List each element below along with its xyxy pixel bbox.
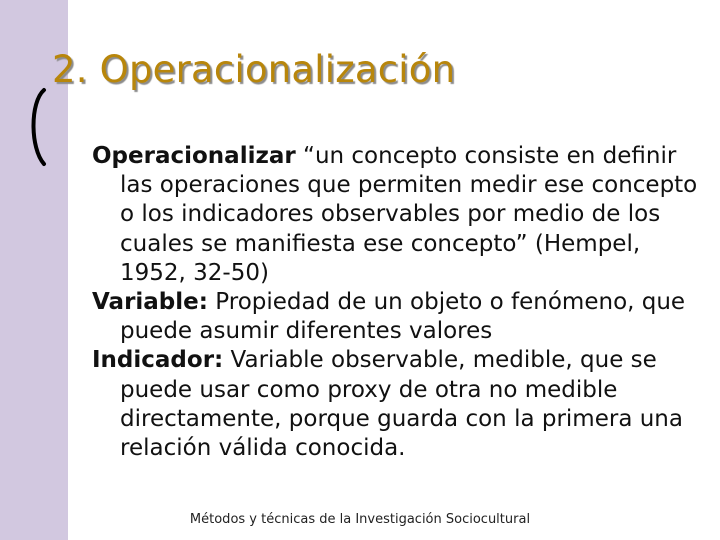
term-variable: Variable: — [92, 289, 208, 316]
definition-indicador — [92, 346, 700, 463]
definition-variable — [92, 288, 700, 346]
term-operacionalizar: Operacionalizar — [92, 143, 296, 169]
slide-title: 2. Operacionalización — [52, 48, 456, 91]
term-indicador: Indicador: — [92, 347, 224, 374]
definition-operacionalizar — [92, 142, 700, 288]
bracket-decoration — [28, 88, 68, 166]
slide-body — [92, 142, 700, 463]
definition-text: “un concepto consiste en definir las operaciones que permiten medir ese concepto o los indicadores observables por medio de los cuales se manifiesta ese concepto” (Hempel, 1952, 32-50) — [120, 143, 698, 286]
definition-text: Variable observable, medible, que se puede usar como proxy de otra no medible directamente, porque guarda con la primera una relación válida conocida. — [120, 347, 683, 462]
slide-footer: Métodos y técnicas de la Investigación Sociocultural — [189, 512, 531, 527]
definition-text: Propiedad de un objeto o fenómeno, que puede asumir diferentes valores — [120, 289, 686, 345]
